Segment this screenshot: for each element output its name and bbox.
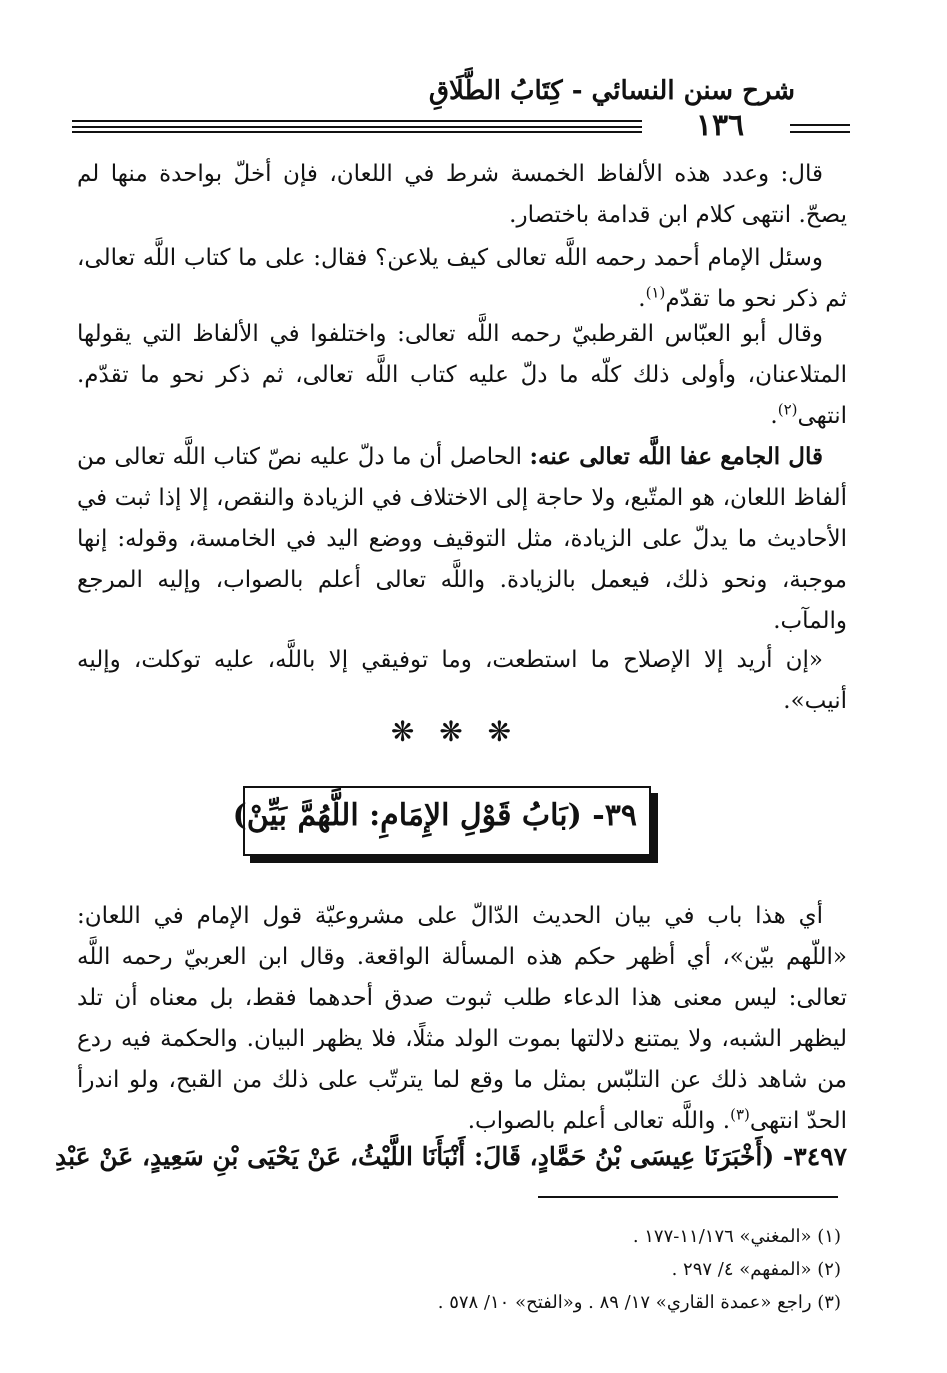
paragraph-text: أي هذا باب في بيان الحديث الدّالّ على مشروعيّة قول الإمام في اللعان: «اللّهم بيّن»، أي أظهر حكم هذه المسألة الواقعة. وقال ابن العربيّ رحمه اللَّه تعالى: ليس معنى هذا الدعاء طلب ثبوت صدق أحدهما فقط، بل معناه أن تلد ليظهر الشبه، ولا يمتنع دلالتها بموت الولد مثلًا، فلا يظهر البيان. والحكمة فيه ردع من شاهد ذلك عن التلبّس بمثل ما وقع لما يترتّب على ذلك من القبح، ولو اندرأ الحدّ انتهى <box>77 903 847 1134</box>
author-statement-label: قال الجامع عفا اللَّه تعالى عنه: <box>529 443 824 470</box>
footnote: (٢) «المفهم» ٤/ ٢٩٧ . <box>671 1259 841 1280</box>
paragraph-text: وقال أبو العبّاس القرطبيّ رحمه اللَّه تعالى: واختلفوا في الألفاظ التي يقولها المتلاعنان، وأولى ذلك كلّه ما دلّ عليه كتاب اللَّه تعالى، ثم ذكر نحو ما تقدّم. انتهى <box>77 321 847 429</box>
page-number: ١٣٦ <box>695 108 745 143</box>
footnote-reference[interactable]: (٢) <box>777 400 798 419</box>
section-separator: ❋ ❋ ❋ <box>390 715 520 748</box>
footnotes <box>141 1220 841 1319</box>
paragraph <box>77 238 847 320</box>
running-title: شرح سنن النسائي - كِتَابُ الطَّلَاقِ <box>428 76 795 106</box>
paragraph <box>77 154 847 236</box>
paragraph <box>77 314 847 437</box>
header-rule-right <box>790 131 850 133</box>
footnote-reference[interactable]: (٣) <box>730 1105 750 1124</box>
footnote-reference[interactable]: (١) <box>645 283 666 302</box>
footnote: (٣) راجع «عمدة القاري» ١٧/ ٨٩ . و«الفتح» ١٠/ ٥٧٨ . <box>437 1292 841 1313</box>
paragraph-text: «إن أريد إلا الإصلاح ما استطعت، وما توفيقي إلا باللَّه، عليه توكلت، وإليه أنيب». <box>77 647 847 714</box>
paragraph <box>77 896 847 1142</box>
paragraph-text: . واللَّه تعالى أعلم بالصواب. <box>467 1108 731 1134</box>
hadith-chain <box>55 1136 847 1177</box>
header-rule <box>72 120 642 122</box>
footnote-divider <box>538 1196 838 1198</box>
paragraph-text: . <box>638 286 646 312</box>
chapter-title: ٣٩- (بَابُ قَوْلِ الإِمَامِ: اللَّهُمَّ بَيِّنْ) <box>232 798 637 833</box>
header-rule-right <box>790 124 850 126</box>
paragraph <box>77 436 847 642</box>
chapter-heading-box <box>232 786 651 856</box>
paragraph-text: . <box>770 403 778 429</box>
header-rule <box>72 126 642 128</box>
paragraph-text: الحاصل أن ما دلّ عليه نصّ كتاب اللَّه تعالى من ألفاظ اللعان، هو المتّبع، ولا حاجة إلى الاختلاف في الزيادة والنقص، إلا إذا ثبت في الأحاديث ما يدلّ على الزيادة، مثل التوقيف ووضع اليد في الخامسة، وقوله: إنها موجبة، ونحو ذلك، فيعمل بالزيادة. واللَّه تعالى أعلم بالصواب، وإليه المرجع والمآب. <box>77 444 847 634</box>
paragraph-text: قال: وعدد هذه الألفاظ الخمسة شرط في اللعان، فإن أخلّ بواحدة منها لم يصحّ. انتهى كلام ابن قدامة باختصار. <box>77 161 847 228</box>
hadith-text: ٣٤٩٧- (أَخْبَرَنَا عِيسَى بْنُ حَمَّادٍ، قَالَ: أَنْبَأَنَا اللَّيْثُ، عَنْ يَحْيَى بْنِ سَعِيدٍ، عَنْ عَبْدِ <box>55 1142 847 1171</box>
paragraph-text: وسئل الإمام أحمد رحمه اللَّه تعالى كيف يلاعن؟ فقال: على ما كتاب اللَّه تعالى، ثم ذكر نحو ما تقدّم <box>77 245 847 312</box>
header-rule <box>72 131 642 133</box>
footnote: (١) «المغني» ١١/١٧٦-١٧٧ . <box>632 1226 841 1247</box>
paragraph-quote <box>77 640 847 722</box>
